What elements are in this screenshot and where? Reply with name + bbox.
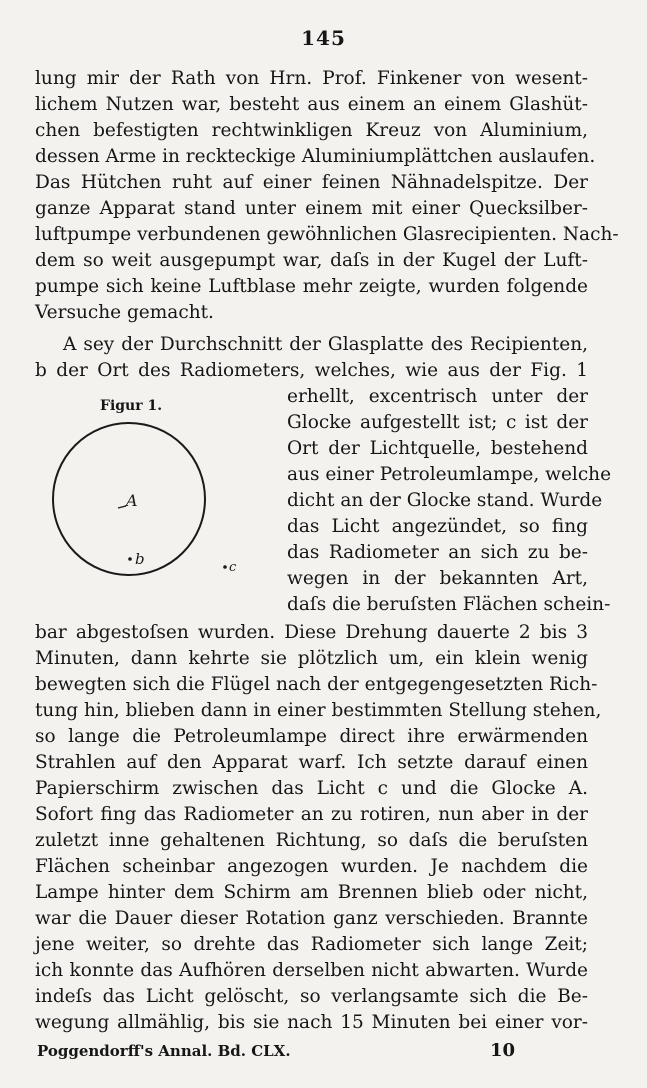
text-line: Versuche gemacht. [35, 302, 214, 323]
text-line: daſs die beruſsten Flächen schein- [287, 594, 611, 615]
text-line: Flächen scheinbar angezogen wurden. Je nachdem die [35, 856, 588, 877]
text-line: lichem Nutzen war, besteht aus einem an einem Glashüt- [35, 94, 588, 115]
text-line: wegen in der bekannten Art, [287, 568, 588, 589]
footer-journal: Poggendorff's Annal. Bd. CLX. [37, 1042, 291, 1060]
text-line: chen befestigten rechtwinkligen Kreuz von Aluminium, [35, 120, 588, 141]
figure-caption: Figur 1. [100, 398, 163, 414]
figure-diagram [50, 420, 270, 610]
text-line: dessen Arme in reckteckige Aluminiumplättchen auslaufen. [35, 146, 596, 167]
text-line: Lampe hinter dem Schirm am Brennen blieb oder nicht, [35, 882, 588, 903]
text-line: so lange die Petroleumlampe direct ihre erwärmenden [35, 726, 588, 747]
text-line: b der Ort des Radiometers, welches, wie aus der Fig. 1 [35, 360, 588, 381]
text-line: dicht an der Glocke stand. Wurde [287, 490, 603, 511]
text-line: tung hin, blieben dann in einer bestimmten Stellung stehen, [35, 700, 602, 721]
text-line: Minuten, dann kehrte sie plötzlich um, ein klein wenig [35, 648, 588, 669]
text-line: erhellt, excentrisch unter der [287, 386, 588, 407]
text-line: Papierschirm zwischen das Licht c und die Glocke A. [35, 778, 588, 799]
text-line: das Licht angezündet, so fing [287, 516, 588, 537]
label-c: c [229, 560, 237, 575]
text-line: A sey der Durchschnitt der Glasplatte des Recipienten, [63, 334, 588, 355]
text-line: luftpumpe verbundenen gewöhnlichen Glasrecipienten. Nach- [35, 224, 619, 245]
text-line: ganze Apparat stand unter einem mit einer Quecksilber- [35, 198, 588, 219]
text-line: Das Hütchen ruht auf einer feinen Nähnadelspitze. Der [35, 172, 588, 193]
text-line: Strahlen auf den Apparat warf. Ich setzte darauf einen [35, 752, 588, 773]
text-line: Sofort fing das Radiometer an zu rotiren, nun aber in der [35, 804, 588, 825]
text-line: Glocke aufgestellt ist; c ist der [287, 412, 588, 433]
text-line: wegung allmählig, bis sie nach 15 Minuten bei einer vor- [35, 1012, 588, 1033]
text-line: dem so weit ausgepumpt war, daſs in der Kugel der Luft- [35, 250, 588, 271]
text-line: ich konnte das Aufhören derselben nicht abwarten. Wurde [35, 960, 588, 981]
point-c [223, 565, 227, 569]
footer-signature: 10 [490, 1040, 516, 1061]
text-line: zuletzt inne gehaltenen Richtung, so daſs die beruſsten [35, 830, 588, 851]
text-line: war die Dauer dieser Rotation ganz verschieden. Brannte [35, 908, 588, 929]
text-line: pumpe sich keine Luftblase mehr zeigte, wurden folgende [35, 276, 588, 297]
text-line: das Radiometer an sich zu be- [287, 542, 588, 563]
label-A: A [126, 491, 138, 510]
label-b: b [135, 550, 145, 568]
page-number: 145 [301, 26, 346, 50]
label-A-dash [118, 506, 126, 508]
text-line: Ort der Lichtquelle, bestehend [287, 438, 588, 459]
text-line: indeſs das Licht gelöscht, so verlangsamte sich die Be- [35, 986, 588, 1007]
text-line: lung mir der Rath von Hrn. Prof. Finkener von wesent- [35, 68, 588, 89]
text-line: bewegten sich die Flügel nach der entgegengesetzten Rich- [35, 674, 598, 695]
text-line: bar abgestoſsen wurden. Diese Drehung dauerte 2 bis 3 [35, 622, 588, 643]
text-line: jene weiter, so drehte das Radiometer sich lange Zeit; [35, 934, 588, 955]
point-b [128, 557, 132, 561]
text-line: aus einer Petroleumlampe, welche [287, 464, 612, 485]
